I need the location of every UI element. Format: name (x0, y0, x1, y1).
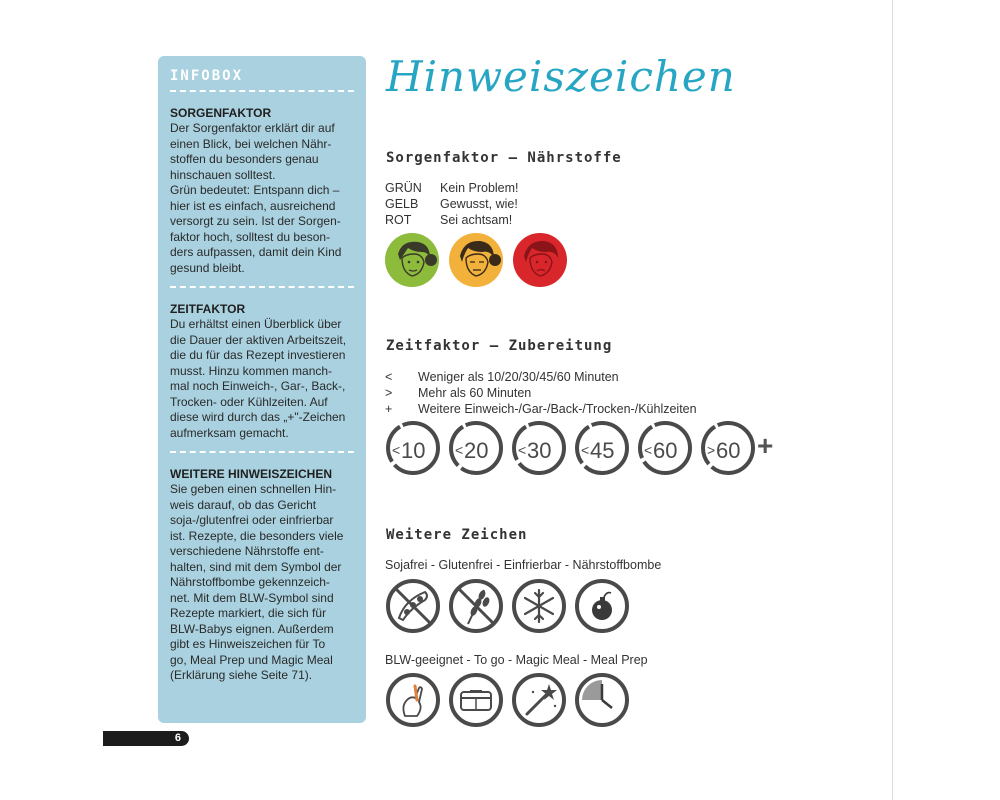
svg-text:10: 10 (401, 438, 426, 463)
page-title: Hinweiszeichen (386, 52, 736, 101)
text-line: hinschauen solltest. (170, 167, 276, 182)
zeitfaktor-heading: Zeitfaktor – Zubereitung (386, 338, 613, 354)
svg-text:<: < (581, 442, 590, 458)
time-icon-less-10 (385, 420, 441, 476)
text-line: Sie geben einen schnellen Hin- (170, 482, 337, 496)
infobox (158, 56, 366, 723)
svg-text:<: < (392, 442, 401, 458)
text-line: versorgt zu sein. Ist der Sorgen- (170, 214, 341, 228)
gluten-free-icon (448, 578, 504, 634)
text-line: (Erklärung siehe Seite 71). (170, 668, 313, 682)
legend-value: Gewusst, wie! (440, 197, 518, 211)
legend-key: < (385, 370, 393, 384)
text-line: BLW-Babys eignen. Außerdem (170, 621, 334, 636)
green-face-icon (384, 232, 440, 288)
text-line: mal noch Einweich-, Gar-, Back-, (170, 379, 346, 393)
infobox-section-zeitfaktor (170, 302, 354, 453)
red-face-icon (512, 232, 568, 288)
legend-key: ROT (385, 213, 412, 227)
time-icon-more-60 (700, 420, 756, 476)
text-line: die Dauer der aktiven Arbeitszeit, (170, 332, 347, 347)
time-icon-less-45 (574, 420, 630, 476)
yellow-face-icon (448, 232, 504, 288)
text-line: Grün bedeutet: Entspann dich – (170, 183, 340, 197)
legend-key: GRÜN (385, 181, 422, 195)
text-line: soja-/glutenfrei oder einfrierbar (170, 513, 334, 527)
svg-text:45: 45 (590, 438, 615, 463)
text-line: diese wird durch das „+"-Zeichen (170, 410, 346, 424)
section-text (170, 121, 354, 276)
soy-free-icon (385, 578, 441, 634)
infobox-title: INFOBOX (170, 68, 244, 84)
svg-text:60: 60 (653, 438, 678, 463)
text-line: gesund bleibt. (170, 260, 245, 275)
freezable-icon (511, 578, 567, 634)
legend-value: Weitere Einweich-/Gar-/Back-/Trocken-/Kühlzeiten (418, 402, 697, 416)
page-edge-divider (892, 0, 893, 800)
section-text (170, 317, 354, 441)
text-line: net. Mit dem BLW-Symbol sind (170, 590, 334, 605)
time-icon-less-60 (637, 420, 693, 476)
page-number: 6 (174, 732, 181, 744)
divider (170, 286, 354, 288)
section-heading: WEITERE HINWEISZEICHEN (170, 467, 333, 481)
section-heading: ZEITFAKTOR (170, 302, 246, 316)
section-heading: SORGENFAKTOR (170, 106, 272, 120)
divider (170, 90, 354, 92)
text-line: stoffen du besonders genau (170, 152, 319, 166)
time-icon-less-30 (511, 420, 567, 476)
legend-key: + (385, 402, 393, 416)
text-line: Nährstoffbombe gekennzeich- (170, 575, 330, 589)
sorgenfaktor-heading: Sorgenfaktor – Nährstoffe (386, 150, 622, 166)
svg-text:>: > (707, 442, 716, 458)
section-text (170, 482, 354, 684)
text-line: halten, sind mit dem Symbol der (170, 559, 342, 574)
text-line: gibt es Hinweiszeichen für To (170, 637, 326, 651)
svg-text:30: 30 (527, 438, 552, 463)
legend-value: Kein Problem! (440, 181, 519, 195)
divider (170, 451, 354, 453)
svg-text:60: 60 (716, 438, 741, 463)
to-go-icon (448, 672, 504, 728)
text-line: go, Meal Prep und Magic Meal (170, 652, 333, 667)
legend-value: Sei achtsam! (440, 213, 513, 227)
icon-caption-row-2: BLW-geeignet - To go - Magic Meal - Meal Prep (385, 653, 648, 667)
infobox-section-weitere (170, 467, 354, 684)
svg-text:<: < (644, 442, 653, 458)
text-line: einen Blick, bei welchen Nähr- (170, 136, 332, 151)
nutrient-bomb-icon (574, 578, 630, 634)
time-icon-less-20 (448, 420, 504, 476)
svg-text:20: 20 (464, 438, 489, 463)
icon-caption-row-1: Sojafrei - Glutenfrei - Einfrierbar - Nährstoffbombe (385, 558, 662, 572)
legend-value: Mehr als 60 Minuten (418, 386, 532, 400)
blw-icon (385, 672, 441, 728)
svg-text:<: < (455, 442, 464, 458)
text-line: ist. Rezepte, die besonders viele (170, 528, 344, 543)
legend-value: Weniger als 10/20/30/45/60 Minuten (418, 370, 619, 384)
text-line: Der Sorgenfaktor erklärt dir auf (170, 121, 335, 135)
legend-key: > (385, 386, 393, 400)
text-line: musst. Hinzu kommen manch- (170, 363, 333, 378)
meal-prep-icon (574, 672, 630, 728)
svg-text:<: < (518, 442, 527, 458)
legend-key: GELB (385, 197, 419, 211)
text-line: die du für das Rezept investieren (170, 348, 346, 362)
text-line: Trocken- oder Kühlzeiten. Auf (170, 394, 328, 409)
text-line: verschiedene Nährstoffe ent- (170, 544, 324, 558)
text-line: Du erhältst einen Überblick über (170, 317, 342, 331)
text-line: ders aufpassen, damit dein Kind (170, 245, 342, 259)
plus-icon: + (757, 430, 774, 461)
magic-meal-icon (511, 672, 567, 728)
text-line: Rezepte markiert, die sich für (170, 606, 327, 620)
infobox-section-sorgenfaktor (170, 106, 354, 288)
text-line: hier ist es einfach, ausreichend (170, 198, 336, 213)
weitere-heading: Weitere Zeichen (386, 527, 528, 543)
page-number-bar (103, 731, 189, 746)
text-line: aufmerksam gemacht. (170, 425, 289, 440)
text-line: weis darauf, ob das Gericht (170, 497, 317, 512)
text-line: faktor hoch, solltest du beson- (170, 229, 331, 244)
